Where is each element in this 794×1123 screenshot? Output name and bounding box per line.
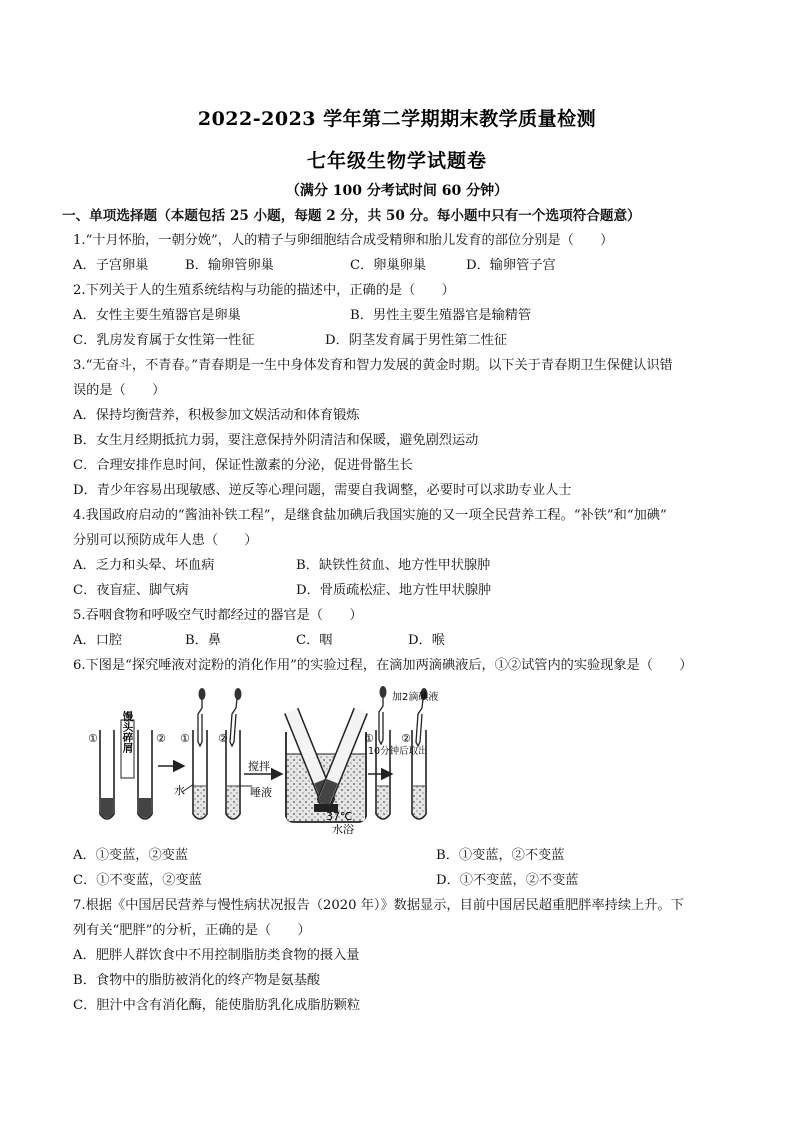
q1-option-c: C．卵巢卵巢 — [350, 258, 427, 273]
fig-iodine-label: 加2滴碘液 — [392, 692, 439, 703]
fig-label-1b: ① — [180, 732, 190, 745]
question-7-stem-cont: 列有关“肥胖”的分析，正确的是（ ） — [73, 923, 311, 938]
test-tube-2-stage2 — [226, 688, 242, 819]
question-4-stem: 4.我国政府启动的“酱油补铁工程”，是继食盐加碘后我国实施的又一项全民营养工程。“补铁”和“加碘” — [73, 508, 667, 523]
fig-mantou-label: 馒头碎屑 — [121, 711, 134, 753]
fig-bath-label: 水浴 — [332, 823, 354, 834]
q7-option-a: A．肥胖人群饮食中不用控制脂肪类食物的摄入量 — [73, 948, 360, 963]
question-2-stem: 2.下列关于人的生殖系统结构与功能的描述中，正确的是（ ） — [73, 283, 455, 298]
question-6-stem: 6.下图是“探究唾液对淀粉的消化作用”的实验过程，在滴加两滴碘液后，①②试管内的实验现象是（ ） — [73, 658, 693, 673]
fig-label-1: ① — [88, 732, 98, 745]
fig-label-1c: ① — [364, 732, 374, 745]
fig-after-label: 10分钟后取出 — [368, 746, 428, 757]
q5-option-c: C．咽 — [296, 633, 333, 648]
fig-bath-temp: 37℃ — [326, 810, 353, 823]
question-1-stem: 1.“十月怀胎，一朝分娩”，人的精子与卵细胞结合成受精卵和胎儿发育的部位分别是（ ） — [73, 233, 614, 248]
question-7-stem: 7.根据《中国居民营养与慢性病状况报告（2020 年）》数据显示，目前中国居民超重肥胖率持续上升。下 — [73, 898, 684, 913]
q1-option-a: A．子宫卵巢 — [73, 258, 149, 273]
section-heading: 一、单项选择题（本题包括 25 小题，每题 2 分，共 50 分。每小题中只有一个选项符合题意） — [62, 208, 641, 224]
test-tube-2-stage1 — [138, 730, 152, 819]
question-3-stem-cont: 误的是（ ） — [73, 383, 166, 398]
q3-option-d: D．青少年容易出现敏感、逆反等心理问题，需要自我调整，必要时可以求助专业人士 — [73, 483, 572, 498]
q5-option-d: D．喉 — [408, 633, 445, 648]
q2-option-d: D．阴茎发育属于男性第二性征 — [325, 333, 508, 348]
q6-option-a: A．①变蓝，②变蓝 — [73, 848, 189, 863]
q7-option-c: C．胆汁中含有消化酶，能使脂肪乳化成脂肪颗粒 — [73, 998, 361, 1013]
question-3-stem: 3.“无奋斗，不青春。”青春期是一生中身体发育和智力发展的黄金时期。以下关于青春期卫生保健认识错 — [73, 358, 673, 373]
exam-subject-title: 七年级生物学试题卷 — [306, 150, 487, 172]
fig-label-2c: ② — [401, 732, 411, 745]
question-4-stem-cont: 分别可以预防成年人患（ ） — [73, 533, 258, 548]
fig-label-2b: ② — [218, 732, 228, 745]
fig-water-label: 水 — [174, 784, 185, 797]
q6-option-c: C．①不变蓝，②变蓝 — [73, 873, 202, 888]
q4-option-c: C．夜盲症、脚气病 — [73, 583, 189, 598]
exam-score-time: （满分 100 分考试时间 60 分钟） — [285, 183, 509, 199]
test-tube-1-stage2 — [193, 688, 207, 819]
q6-option-d: D．①不变蓝，②不变蓝 — [436, 873, 579, 888]
q3-option-a: A．保持均衡营养，积极参加文娱活动和体育锻炼 — [73, 408, 360, 423]
q3-option-c: C．合理安排作息时间，保证性激素的分泌，促进骨骼生长 — [73, 458, 413, 473]
q6-option-b: B．①变蓝，②不变蓝 — [436, 848, 565, 863]
test-tube-1-stage1 — [100, 730, 114, 819]
fig-stir-label: 搅拌 — [248, 760, 270, 773]
q7-option-b: B．食物中的脂肪被消化的终产物是氨基酸 — [73, 973, 321, 988]
q5-option-a: A．口腔 — [73, 633, 123, 648]
q4-option-a: A．乏力和头晕、坏血病 — [73, 558, 215, 573]
q5-option-b: B．鼻 — [185, 633, 222, 648]
fig-saliva-label: 唾液 — [250, 786, 272, 799]
water-bath-beaker — [285, 708, 367, 822]
q1-option-d: D．输卵管子宫 — [466, 258, 556, 273]
q4-option-b: B．缺铁性贫血、地方性甲状腺肿 — [296, 558, 491, 573]
fig-label-2: ② — [156, 732, 166, 745]
saliva-starch-experiment-figure — [76, 686, 500, 834]
q2-option-b: B．男性主要生殖器官是输精管 — [350, 308, 532, 323]
question-5-stem: 5.吞咽食物和呼吸空气时都经过的器官是（ ） — [73, 608, 363, 623]
q4-option-d: D．骨质疏松症、地方性甲状腺肿 — [296, 583, 492, 598]
q2-option-c: C．乳房发育属于女性第一性征 — [73, 333, 255, 348]
q3-option-b: B．女生月经期抵抗力弱，要注意保持外阴清洁和保暖，避免剧烈运动 — [73, 433, 479, 448]
exam-title: 2022-2023 学年第二学期期末教学质量检测 — [197, 108, 597, 130]
q2-option-a: A．女性主要生殖器官是卵巢 — [73, 308, 241, 323]
q1-option-b: B．输卵管卵巢 — [185, 258, 274, 273]
